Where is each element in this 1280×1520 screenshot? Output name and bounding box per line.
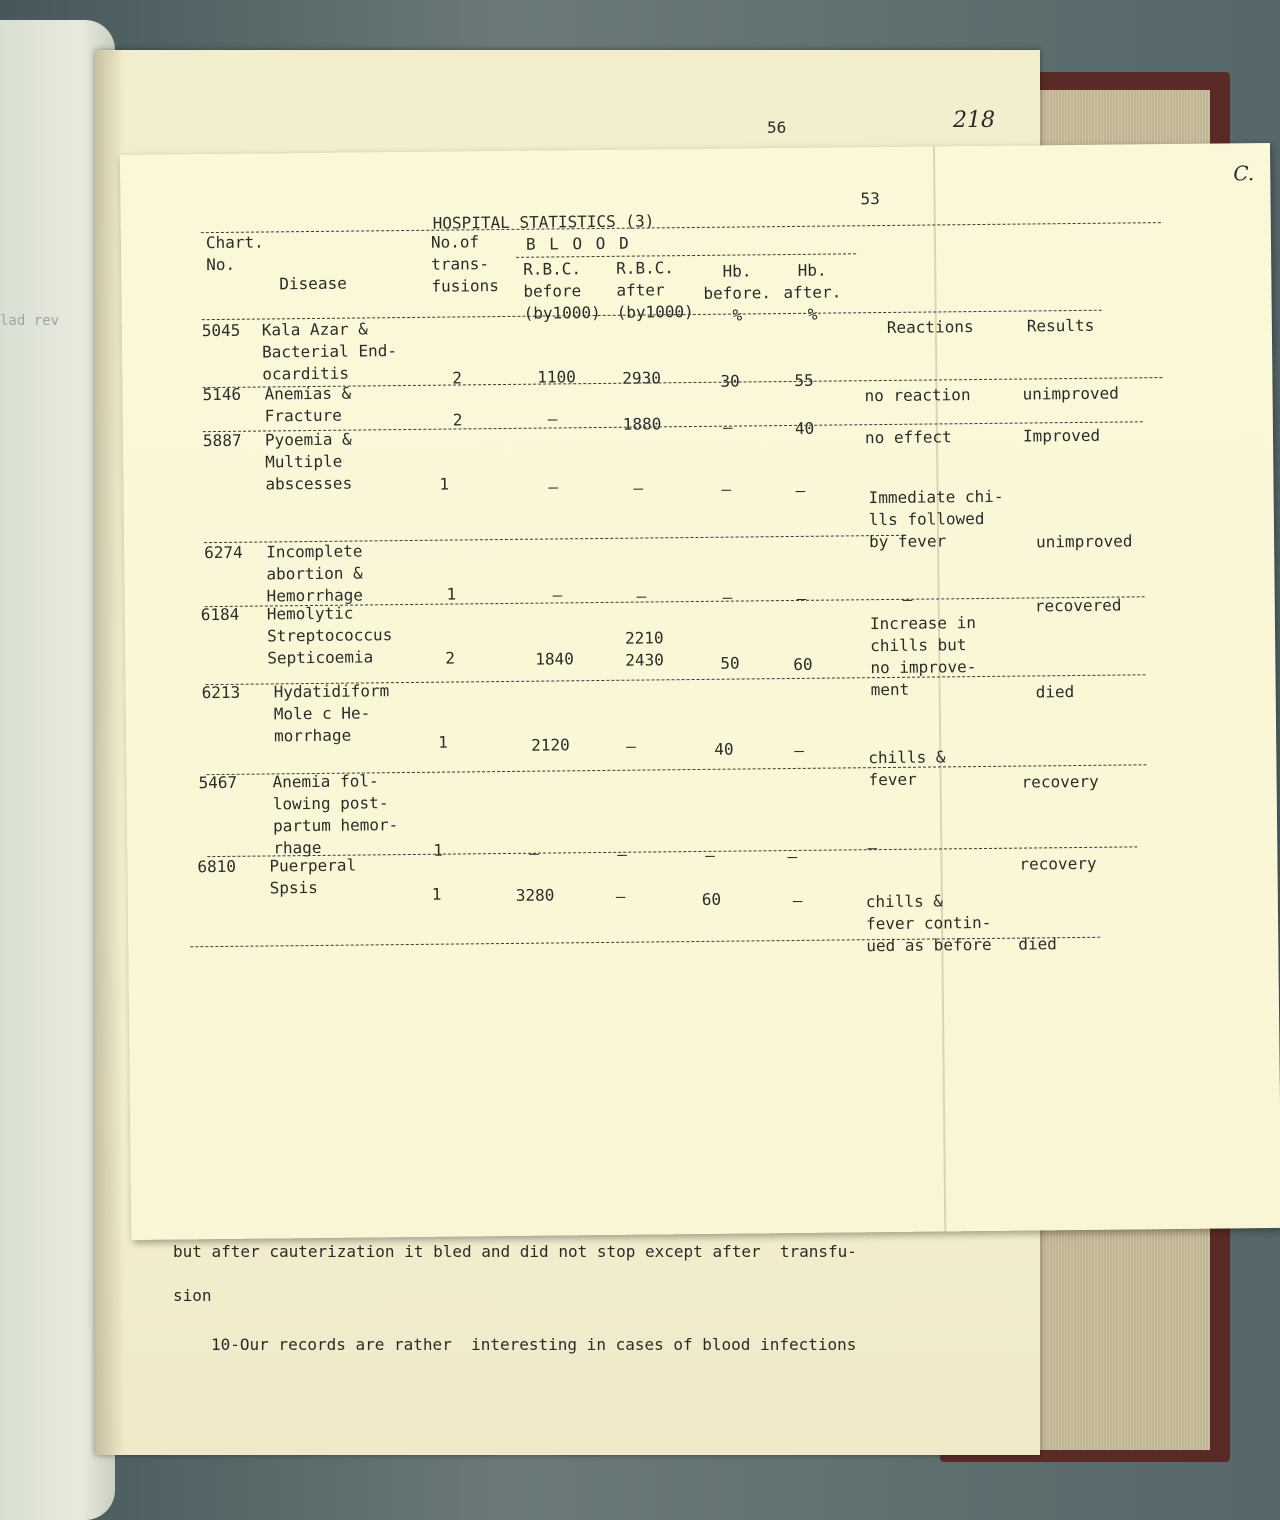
row1-hb-after: 55 bbox=[794, 370, 814, 390]
row6-hb-after: — bbox=[794, 740, 805, 760]
row8-trans: 1 bbox=[431, 884, 442, 904]
row5-chart: 6184 bbox=[200, 604, 240, 625]
row7-disease: Anemia fol- lowing post- partum hemor- rhage bbox=[272, 771, 399, 858]
row4-hb-after: — bbox=[796, 588, 807, 608]
row2-trans: 2 bbox=[452, 410, 463, 430]
row8-chart: 6810 bbox=[197, 856, 237, 877]
row3-rbc-before: — bbox=[548, 477, 559, 497]
header-hb-after: Hb. after. % bbox=[783, 260, 842, 324]
row6-chart: 6213 bbox=[201, 682, 241, 703]
row1-rbc-before: 1100 bbox=[537, 367, 576, 387]
row6-hb-before: 40 bbox=[714, 739, 734, 759]
row1-hb-before: 30 bbox=[720, 371, 740, 391]
bottom-line-1: but after cauterization it bled and did not stop except after transfu- bbox=[173, 1242, 857, 1261]
table-title: HOSPITAL STATISTICS (3) bbox=[432, 211, 655, 233]
row4-results: unimproved bbox=[1036, 531, 1133, 552]
row8-hb-after: — bbox=[792, 890, 803, 910]
row4-hb-before: — bbox=[722, 587, 733, 607]
row4-disease: Incomplete abortion & Hemorrhage bbox=[266, 541, 364, 606]
row6-disease: Hydatidiform Mole c He- morrhage bbox=[273, 681, 390, 746]
row2-reactions: no reaction bbox=[864, 385, 971, 406]
row7-rbc-after: — bbox=[617, 844, 628, 864]
header-reactions: Reactions bbox=[886, 317, 974, 337]
header-disease: Disease bbox=[279, 273, 347, 294]
row3-disease: Pyoemia & Multiple abscesses bbox=[264, 429, 353, 494]
row6-rbc-before: 2120 bbox=[531, 735, 570, 755]
corner-mark: C. bbox=[1233, 161, 1255, 186]
row5-reactions: — bbox=[902, 589, 913, 609]
row3-reactions: no effect bbox=[864, 427, 952, 448]
row8-results-extra: died bbox=[1018, 934, 1057, 954]
row5-trans: 2 bbox=[445, 648, 456, 668]
row6-reactions: Increase in chills but no improve- ment bbox=[869, 613, 977, 700]
row4-rbc-before: — bbox=[552, 585, 563, 605]
row1-rbc-after: 2930 bbox=[622, 368, 661, 388]
row4-rbc-after: — bbox=[636, 586, 647, 606]
row3-hb-after: — bbox=[795, 480, 806, 500]
row4-chart: 6274 bbox=[204, 542, 243, 563]
row5-results: recovered bbox=[1034, 595, 1122, 616]
row7-hb-before: — bbox=[705, 845, 716, 865]
row8-results: recovery bbox=[1019, 853, 1097, 874]
row2-rbc-before: — bbox=[547, 409, 558, 429]
bottom-line-3: 10-Our records are rather interesting in cases of blood infections bbox=[211, 1335, 857, 1354]
row5-rbc-after: 2210 2430 bbox=[624, 628, 664, 670]
row8-hb-before: 60 bbox=[701, 889, 722, 909]
row3-chart: 5887 bbox=[202, 430, 242, 451]
row8-reactions-extra: chills & fever contin- ued as before bbox=[865, 891, 992, 956]
row3-rbc-after: — bbox=[633, 478, 644, 498]
row2-rbc-after: 1880 bbox=[622, 414, 662, 434]
overlay-page-number: 53 bbox=[860, 189, 880, 209]
bottom-line-2: sion bbox=[173, 1286, 212, 1305]
row7-reactions: chills & fever bbox=[868, 747, 946, 790]
header-hb-before: Hb. before. % bbox=[703, 261, 772, 325]
blood-group-header: B L O O D bbox=[525, 233, 631, 254]
row5-disease: Hemolytic Streptococcus Septicoemia bbox=[266, 603, 393, 668]
row6-trans: 1 bbox=[438, 732, 448, 752]
row2-chart: 5146 bbox=[202, 384, 242, 405]
row2-hb-after: 40 bbox=[794, 418, 815, 438]
left-ghost-text: lad rev bbox=[0, 313, 60, 329]
header-transfusions: No.of trans- fusions bbox=[430, 232, 499, 296]
row3-results: Improved bbox=[1022, 425, 1101, 446]
row3-trans: 1 bbox=[439, 474, 450, 494]
row7-results: recovery bbox=[1021, 771, 1099, 792]
page-number: 56 bbox=[767, 118, 787, 137]
row7-trans: 1 bbox=[433, 840, 444, 860]
row7-chart: 5467 bbox=[198, 772, 238, 793]
row6-results: died bbox=[1035, 682, 1075, 702]
row1-chart: 5045 bbox=[201, 320, 241, 341]
rule-top bbox=[201, 222, 1161, 233]
row8-disease: Puerperal Spsis bbox=[269, 855, 357, 898]
row2-hb-before: — bbox=[722, 417, 733, 437]
header-rbc-after: R.B.C. after (by1000) bbox=[616, 258, 694, 322]
row2-results: unimproved bbox=[1022, 383, 1119, 404]
handwritten-number: 218 bbox=[953, 108, 995, 133]
overlay-sheet bbox=[120, 143, 1280, 1240]
header-rbc-before: R.B.C. before (by1000) bbox=[523, 259, 601, 323]
row1-trans: 2 bbox=[452, 368, 463, 388]
header-chart-no: Chart. No. bbox=[205, 232, 264, 275]
row5-hb-before: 50 bbox=[720, 653, 740, 673]
row6-rbc-after: — bbox=[626, 736, 636, 756]
row5-hb-after: 60 bbox=[793, 654, 813, 674]
row4-reactions: Immediate chi- lls followed by fever bbox=[868, 486, 1004, 552]
row7-rbc-before: — bbox=[529, 843, 540, 863]
row1-disease: Kala Azar & Bacterial End- ocarditis bbox=[261, 319, 398, 384]
row3-hb-before: — bbox=[721, 479, 732, 499]
row8-rbc-after: — bbox=[615, 886, 626, 906]
row2-disease: Anemias & Fracture bbox=[264, 383, 352, 426]
header-results: Results bbox=[1026, 315, 1095, 336]
row7-hb-after: — bbox=[787, 846, 798, 867]
row8-reactions: — bbox=[867, 838, 878, 858]
row5-rbc-before: 1840 bbox=[535, 649, 574, 669]
row8-rbc-before: 3280 bbox=[515, 885, 555, 905]
row4-trans: 1 bbox=[446, 584, 457, 604]
